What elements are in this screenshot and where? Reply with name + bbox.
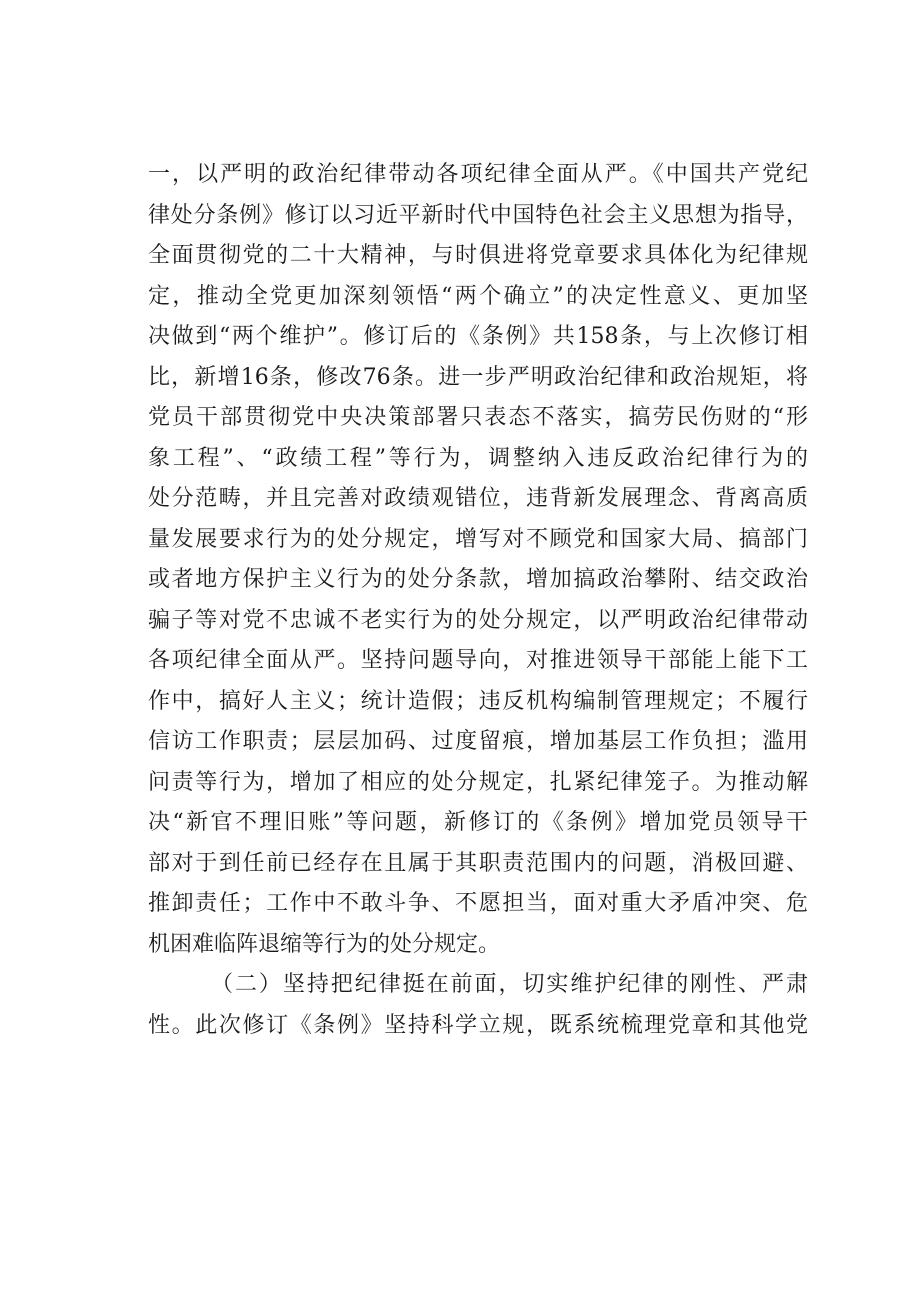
- text-line: 律处分条例》修订以习近平新时代中国特色社会主义思想为指导，: [148, 202, 808, 228]
- text-line: 骗子等对党不忠诚不老实行为的处分规定，以严明政治纪律带动: [148, 607, 808, 633]
- text-line: 处分范畴，并且完善对政绩观错位，违背新发展理念、背离高质: [148, 486, 808, 511]
- body-text: [148, 155, 808, 1046]
- text-line: 或者地方保护主义行为的处分条款，增加搞政治攀附、结交政治: [148, 567, 808, 592]
- section-heading-line: （二）坚持把纪律挺在前面，切实维护纪律的刚性、严肃: [211, 972, 808, 997]
- text-line: 各项纪律全面从严。坚持问题导向，对推进领导干部能上能下工: [148, 648, 808, 673]
- text-line: 决“新官不理旧账”等问题，新修订的《条例》增加党员领导干: [148, 810, 808, 835]
- text-line: 机困难临阵退缩等行为的处分规定。: [148, 931, 501, 957]
- text-line: 作中，搞好人主义；统计造假；违反机构编制管理规定；不履行: [148, 688, 808, 714]
- text-line: 信访工作职责；层层加码、过度留痕，增加基层工作负担；滥用: [148, 729, 808, 754]
- text-line: 比，新增16条，修改76条。进一步严明政治纪律和政治规矩，将: [148, 364, 808, 390]
- text-line: 推卸责任；工作中不敢斗争、不愿担当，面对重大矛盾冲突、危: [148, 891, 808, 916]
- text-line: 党员干部贯彻党中央决策部署只表态不落实，搞劳民伤财的“形: [148, 405, 808, 430]
- text-line: 量发展要求行为的处分规定，增写对不顾党和国家大局、搞部门: [148, 526, 808, 552]
- text-line: 决做到“两个维护”。修订后的《条例》共158条，与上次修订相: [148, 324, 808, 349]
- text-line: 性。此次修订《条例》坚持科学立规，既系统梳理党章和其他党: [148, 1012, 808, 1038]
- text-line: 象工程”、“政绩工程”等行为，调整纳入违反政治纪律行为的: [148, 445, 808, 471]
- text-line: 部对于到任前已经存在且属于其职责范围内的问题，消极回避、: [148, 850, 808, 876]
- text-line: 全面贯彻党的二十大精神，与时俱进将党章要求具体化为纪律规: [148, 243, 808, 268]
- text-line: 一，以严明的政治纪律带动各项纪律全面从严。《中国共产党纪: [148, 162, 808, 187]
- text-line: 问责等行为，增加了相应的处分规定，扎紧纪律笼子。为推动解: [148, 769, 808, 795]
- text-line: 定，推动全党更加深刻领悟“两个确立”的决定性意义、更加坚: [148, 283, 808, 309]
